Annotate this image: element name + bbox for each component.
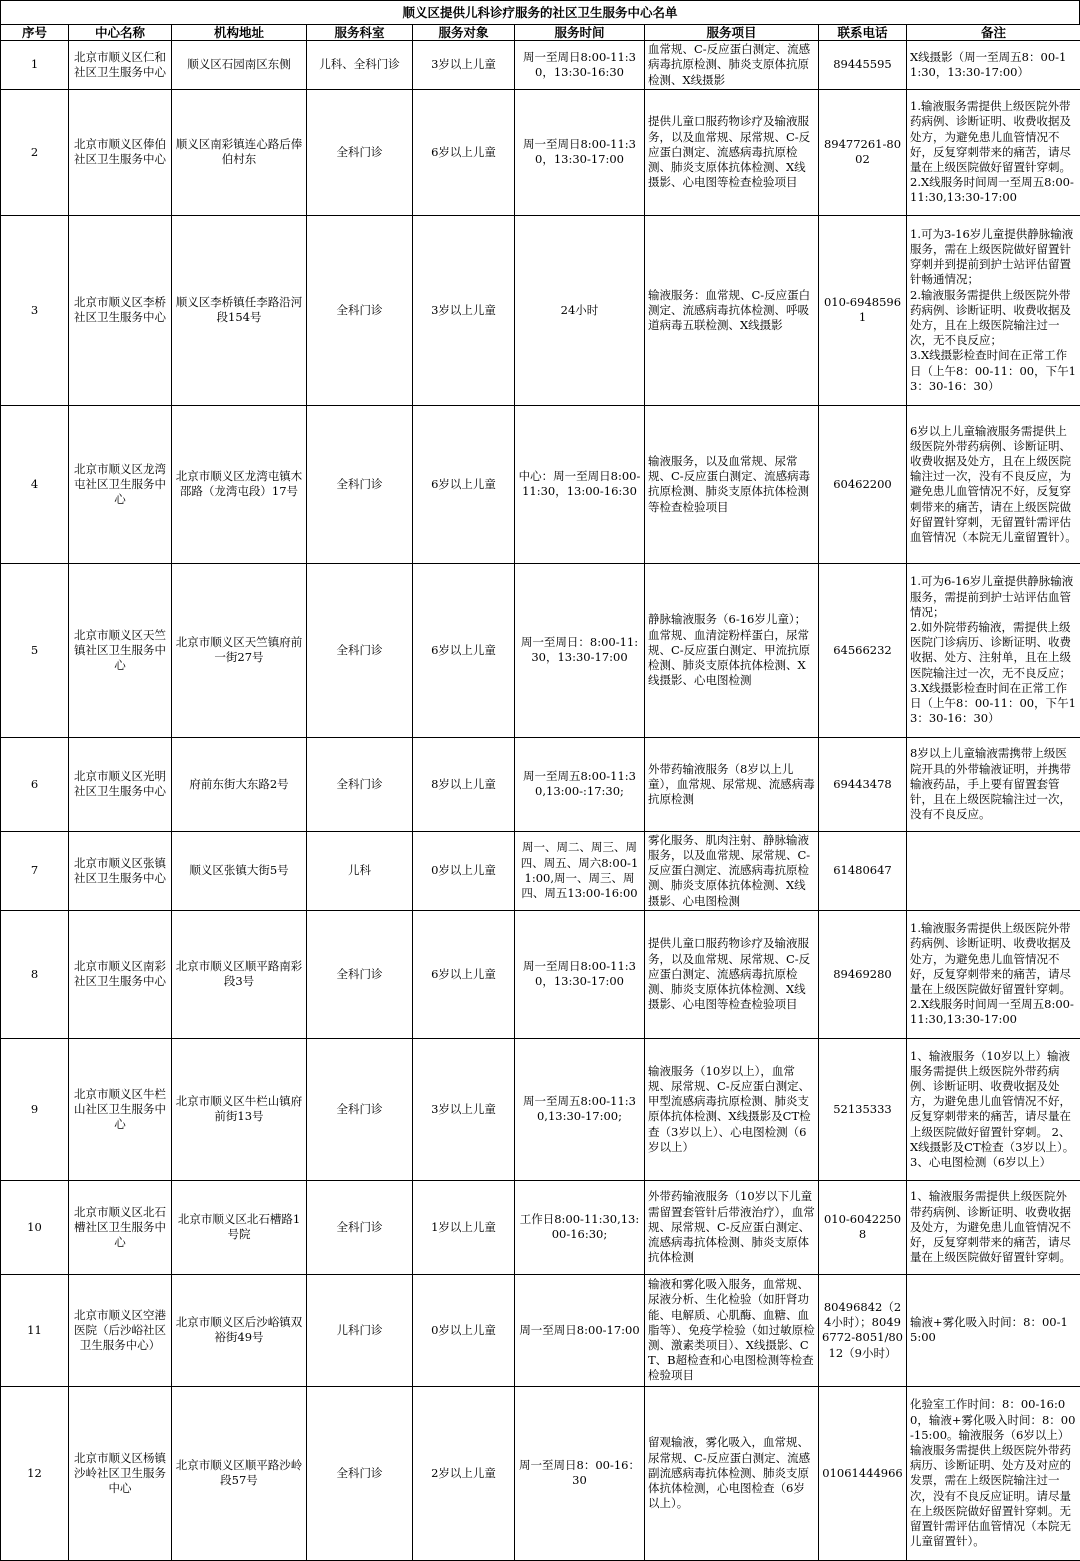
cell-time: 24小时	[515, 215, 645, 405]
cell-note	[907, 831, 1080, 910]
cell-dept: 儿科、全科门诊	[307, 41, 413, 90]
cell-note: 化验室工作时间：8：00-16:00，输液+雾化吸入时间：8：00-15:00。输液服务（6岁以上）输液服务需提供上级医院外带药病历、诊断证明、处方及对应的发票，需在上级医院输注过一次，没有不良反应证明。请尽量在上级医院做好留置针穿刺。无留置针需评估血管情况（本院无儿童留置针）。	[907, 1386, 1080, 1560]
cell-time: 周一至周五8:00-11:30,13:30-17:00;	[515, 1038, 645, 1180]
table-row	[1, 405, 1080, 563]
cell-address: 顺义区李桥镇任李路沿河段154号	[172, 215, 307, 405]
cell-name: 北京市顺义区牛栏山社区卫生服务中心	[69, 1038, 172, 1180]
header-row	[1, 25, 1080, 41]
cell-dept: 全科门诊	[307, 405, 413, 563]
cell-phone: 01061444966	[819, 1386, 907, 1560]
cell-dept: 全科门诊	[307, 563, 413, 737]
cell-items: 留观输液，雾化吸入，血常规、尿常规、C-反应蛋白测定、流感副流感病毒抗体检测、肺炎支原体抗体检测，心电图检查（6岁以上）。	[645, 1386, 819, 1560]
cell-target: 6岁以上儿童	[413, 563, 515, 737]
cell-no: 3	[1, 215, 69, 405]
table-row	[1, 831, 1080, 910]
cell-time: 中心：周一至周日8:00-11:30，13:00-16:30	[515, 405, 645, 563]
header-no: 序号	[1, 25, 69, 41]
clinic-table	[0, 24, 1080, 1561]
cell-target: 6岁以上儿童	[413, 89, 515, 215]
cell-note: 6岁以上儿童输液服务需提供上级医院外带药病例、诊断证明、收费收据及处方，且在上级医院输注过一次，没有不良反应，为避免患儿血管情况不好，反复穿刺带来的痛苦，请在上级医院做好留置针穿刺，无留置针需评估血管情况（本院无儿童留置针）。	[907, 405, 1080, 563]
cell-phone: 60462200	[819, 405, 907, 563]
header-dept: 服务科室	[307, 25, 413, 41]
table-row	[1, 563, 1080, 737]
cell-items: 提供儿童口服药物诊疗及输液服务，以及血常规、尿常规、C-反应蛋白测定、流感病毒抗原检测、肺炎支原体抗体检测、X线摄影、心电图等检查检验项目	[645, 89, 819, 215]
cell-name: 北京市顺义区杨镇沙岭社区卫生服务中心	[69, 1386, 172, 1560]
cell-items: 输液服务：血常规、C-反应蛋白测定、流感病毒抗体检测、呼吸道病毒五联检测、X线摄影	[645, 215, 819, 405]
cell-note: 输液+雾化吸入时间：8：00-15:00	[907, 1274, 1080, 1386]
cell-address: 北京市顺义区天竺镇府前一街27号	[172, 563, 307, 737]
cell-phone: 010-69485961	[819, 215, 907, 405]
cell-items: 外带药输液服务（8岁以上儿童），血常规、尿常规、流感病毒抗原检测	[645, 737, 819, 831]
cell-dept: 儿科门诊	[307, 1274, 413, 1386]
cell-no: 9	[1, 1038, 69, 1180]
cell-phone: 010-60422508	[819, 1180, 907, 1274]
cell-time: 周一至周日8:00-11:30，13:30-16:30	[515, 41, 645, 90]
header-note: 备注	[907, 25, 1080, 41]
cell-note: 1.输液服务需提供上级医院外带药病例、诊断证明、收费收据及处方，为避免患儿血管情况不好，反复穿刺带来的痛苦，请尽量在上级医院做好留置针穿刺。 2.X线服务时间周一至周五8:00-11:30,13:30-17:00	[907, 89, 1080, 215]
cell-items: 外带药输液服务（10岁以下儿童需留置套管针后带液治疗），血常规、尿常规、C-反应蛋白测定、流感病毒抗体检测、肺炎支原体抗体检测	[645, 1180, 819, 1274]
cell-phone: 69443478	[819, 737, 907, 831]
cell-address: 北京市顺义区龙湾屯镇木邵路（龙湾屯段）17号	[172, 405, 307, 563]
cell-target: 3岁以上儿童	[413, 1038, 515, 1180]
cell-no: 5	[1, 563, 69, 737]
header-target: 服务对象	[413, 25, 515, 41]
cell-address: 顺义区石园南区东侧	[172, 41, 307, 90]
cell-note: X线摄影（周一至周五8：00-11:30，13:30-17:00）	[907, 41, 1080, 90]
cell-name: 北京市顺义区龙湾屯社区卫生服务中心	[69, 405, 172, 563]
cell-no: 2	[1, 89, 69, 215]
table-row	[1, 41, 1080, 90]
cell-name: 北京市顺义区天竺镇社区卫生服务中心	[69, 563, 172, 737]
table-row	[1, 1038, 1080, 1180]
cell-address: 北京市顺义区北石槽路1号院	[172, 1180, 307, 1274]
cell-address: 北京市顺义区顺平路南彩段3号	[172, 910, 307, 1038]
cell-time: 周一至周日8:00-11:30，13:30-17:00	[515, 89, 645, 215]
cell-dept: 全科门诊	[307, 910, 413, 1038]
cell-address: 府前东街大东路2号	[172, 737, 307, 831]
table-row	[1, 910, 1080, 1038]
cell-dept: 全科门诊	[307, 737, 413, 831]
cell-no: 11	[1, 1274, 69, 1386]
cell-note: 1.可为3-16岁儿童提供静脉输液服务，需在上级医院做好留置针穿刺并到提前到护士站评估留置针畅通情况； 2.输液服务需提供上级医院外带药病例、诊断证明、收费收据及处方，且在上级医院输注过一次，无不良反应； 3.X线摄影检查时间在正常工作日（上午8：00-11：00，下午13：30-16：30）	[907, 215, 1080, 405]
sheet-title: 顺义区提供儿科诊疗服务的社区卫生服务中心名单	[0, 0, 1080, 24]
cell-name: 北京市顺义区张镇社区卫生服务中心	[69, 831, 172, 910]
cell-no: 6	[1, 737, 69, 831]
cell-target: 0岁以上儿童	[413, 1274, 515, 1386]
cell-name: 北京市顺义区李桥社区卫生服务中心	[69, 215, 172, 405]
cell-name: 北京市顺义区俸伯社区卫生服务中心	[69, 89, 172, 215]
cell-note: 1.可为6-16岁儿童提供静脉输液服务，需提前到护士站评估血管情况； 2.如外院带药输液，需提供上级医院门诊病历、诊断证明、收费收据、处方、注射单，且在上级医院输注过一次，无不良反应； 3.X线摄影检查时间在正常工作日（上午8：00-11：00，下午13：30-16：30）	[907, 563, 1080, 737]
cell-address: 北京市顺义区顺平路沙岭段57号	[172, 1386, 307, 1560]
cell-address: 顺义区南彩镇连心路后俸伯村东	[172, 89, 307, 215]
cell-no: 8	[1, 910, 69, 1038]
cell-no: 4	[1, 405, 69, 563]
cell-dept: 全科门诊	[307, 1038, 413, 1180]
cell-phone: 89445595	[819, 41, 907, 90]
cell-name: 北京市顺义区南彩社区卫生服务中心	[69, 910, 172, 1038]
cell-items: 静脉输液服务（6-16岁儿童）；血常规、血清淀粉样蛋白，尿常规、C-反应蛋白测定、甲流抗原检测、肺炎支原体抗体检测、X线摄影、心电图检测	[645, 563, 819, 737]
cell-items: 输液服务，以及血常规、尿常规、C-反应蛋白测定、流感病毒抗原检测、肺炎支原体抗体检测等检查检验项目	[645, 405, 819, 563]
header-items: 服务项目	[645, 25, 819, 41]
table-row	[1, 1386, 1080, 1560]
cell-phone: 64566232	[819, 563, 907, 737]
cell-no: 10	[1, 1180, 69, 1274]
cell-target: 8岁以上儿童	[413, 737, 515, 831]
table-row	[1, 1274, 1080, 1386]
cell-phone: 89469280	[819, 910, 907, 1038]
cell-note: 8岁以上儿童输液需携带上级医院开具的外带输液证明，并携带输液药品，手上要有留置套管针，且在上级医院输注过一次，没有不良反应。	[907, 737, 1080, 831]
cell-target: 3岁以上儿童	[413, 41, 515, 90]
cell-dept: 全科门诊	[307, 1386, 413, 1560]
cell-no: 7	[1, 831, 69, 910]
cell-dept: 全科门诊	[307, 1180, 413, 1274]
cell-name: 北京市顺义区仁和社区卫生服务中心	[69, 41, 172, 90]
cell-phone: 52135333	[819, 1038, 907, 1180]
cell-no: 12	[1, 1386, 69, 1560]
cell-time: 周一至周日8:00-17:00	[515, 1274, 645, 1386]
cell-note: 1、输液服务（10岁以上）输液服务需提供上级医院外带药病例、诊断证明、收费收据及处方，为避免患儿血管情况不好，反复穿刺带来的痛苦，请尽量在上级医院做好留置针穿刺。 2、X线摄影及CT检查（3岁以上）。 3、心电图检测（6岁以上）	[907, 1038, 1080, 1180]
header-name: 中心名称	[69, 25, 172, 41]
cell-time: 周一至周日：8:00-11:30，13:30-17:00	[515, 563, 645, 737]
cell-dept: 全科门诊	[307, 215, 413, 405]
cell-items: 血常规、C-反应蛋白测定、流感病毒抗原检测、肺炎支原体抗原检测、X线摄影	[645, 41, 819, 90]
cell-time: 周一、周二、周三、周四、周五、周六8:00-11:00,周一、周三、周四、周五13:00-16:00	[515, 831, 645, 910]
cell-target: 3岁以上儿童	[413, 215, 515, 405]
cell-name: 北京市顺义区空港医院（后沙峪社区卫生服务中心）	[69, 1274, 172, 1386]
table-body	[1, 41, 1080, 1561]
cell-target: 6岁以上儿童	[413, 405, 515, 563]
cell-address: 顺义区张镇大街5号	[172, 831, 307, 910]
cell-time: 周一至周五8:00-11:30,13:00-:17:30;	[515, 737, 645, 831]
cell-items: 输液和雾化吸入服务，血常规、尿液分析、生化检验（如肝肾功能、电解质、心肌酶、血糖、血脂等）、免疫学检验（如过敏原检测、激素类项目）、X线摄影、CT、B超检查和心电图检测等检查检验项目	[645, 1274, 819, 1386]
table-row	[1, 89, 1080, 215]
cell-address: 北京市顺义区牛栏山镇府前街13号	[172, 1038, 307, 1180]
cell-phone: 89477261-8002	[819, 89, 907, 215]
cell-phone: 61480647	[819, 831, 907, 910]
cell-note: 1、输液服务需提供上级医院外带药病例、诊断证明、收费收据及处方，为避免患儿血管情况不好，反复穿刺带来的痛苦，请尽量在上级医院做好留置针穿刺。	[907, 1180, 1080, 1274]
cell-time: 工作日8:00-11:30,13:00-16:30;	[515, 1180, 645, 1274]
cell-items: 提供儿童口服药物诊疗及输液服务，以及血常规、尿常规、C-反应蛋白测定、流感病毒抗原检测、肺炎支原体抗体检测、X线摄影、心电图等检查检验项目	[645, 910, 819, 1038]
cell-name: 北京市顺义区北石槽社区卫生服务中心	[69, 1180, 172, 1274]
cell-time: 周一至周日8:00-11:30，13:30-17:00	[515, 910, 645, 1038]
table-row	[1, 215, 1080, 405]
cell-target: 6岁以上儿童	[413, 910, 515, 1038]
cell-target: 0岁以上儿童	[413, 831, 515, 910]
header-time: 服务时间	[515, 25, 645, 41]
cell-dept: 儿科	[307, 831, 413, 910]
header-address: 机构地址	[172, 25, 307, 41]
table-row	[1, 1180, 1080, 1274]
cell-no: 1	[1, 41, 69, 90]
header-phone: 联系电话	[819, 25, 907, 41]
cell-time: 周一至周日8：00-16：30	[515, 1386, 645, 1560]
cell-name: 北京市顺义区光明社区卫生服务中心	[69, 737, 172, 831]
cell-dept: 全科门诊	[307, 89, 413, 215]
cell-note: 1.输液服务需提供上级医院外带药病例、诊断证明、收费收据及处方，为避免患儿血管情况不好，反复穿刺带来的痛苦，请尽量在上级医院做好留置针穿刺。 2.X线服务时间周一至周五8:00-11:30,13:30-17:00	[907, 910, 1080, 1038]
cell-items: 雾化服务、肌肉注射、静脉输液服务，以及血常规、尿常规、C-反应蛋白测定、流感病毒抗原检测、肺炎支原体抗体检测、X线摄影、心电图检测	[645, 831, 819, 910]
cell-phone: 80496842（24小时）；80496772-8051/8012（9小时）	[819, 1274, 907, 1386]
cell-items: 输液服务（10岁以上），血常规、尿常规、C-反应蛋白测定、甲型流感病毒抗原检测、肺炎支原体抗体检测、X线摄影及CT检查（3岁以上）、心电图检测（6岁以上）	[645, 1038, 819, 1180]
cell-target: 1岁以上儿童	[413, 1180, 515, 1274]
cell-address: 北京市顺义区后沙峪镇双裕街49号	[172, 1274, 307, 1386]
cell-target: 2岁以上儿童	[413, 1386, 515, 1560]
table-row	[1, 737, 1080, 831]
